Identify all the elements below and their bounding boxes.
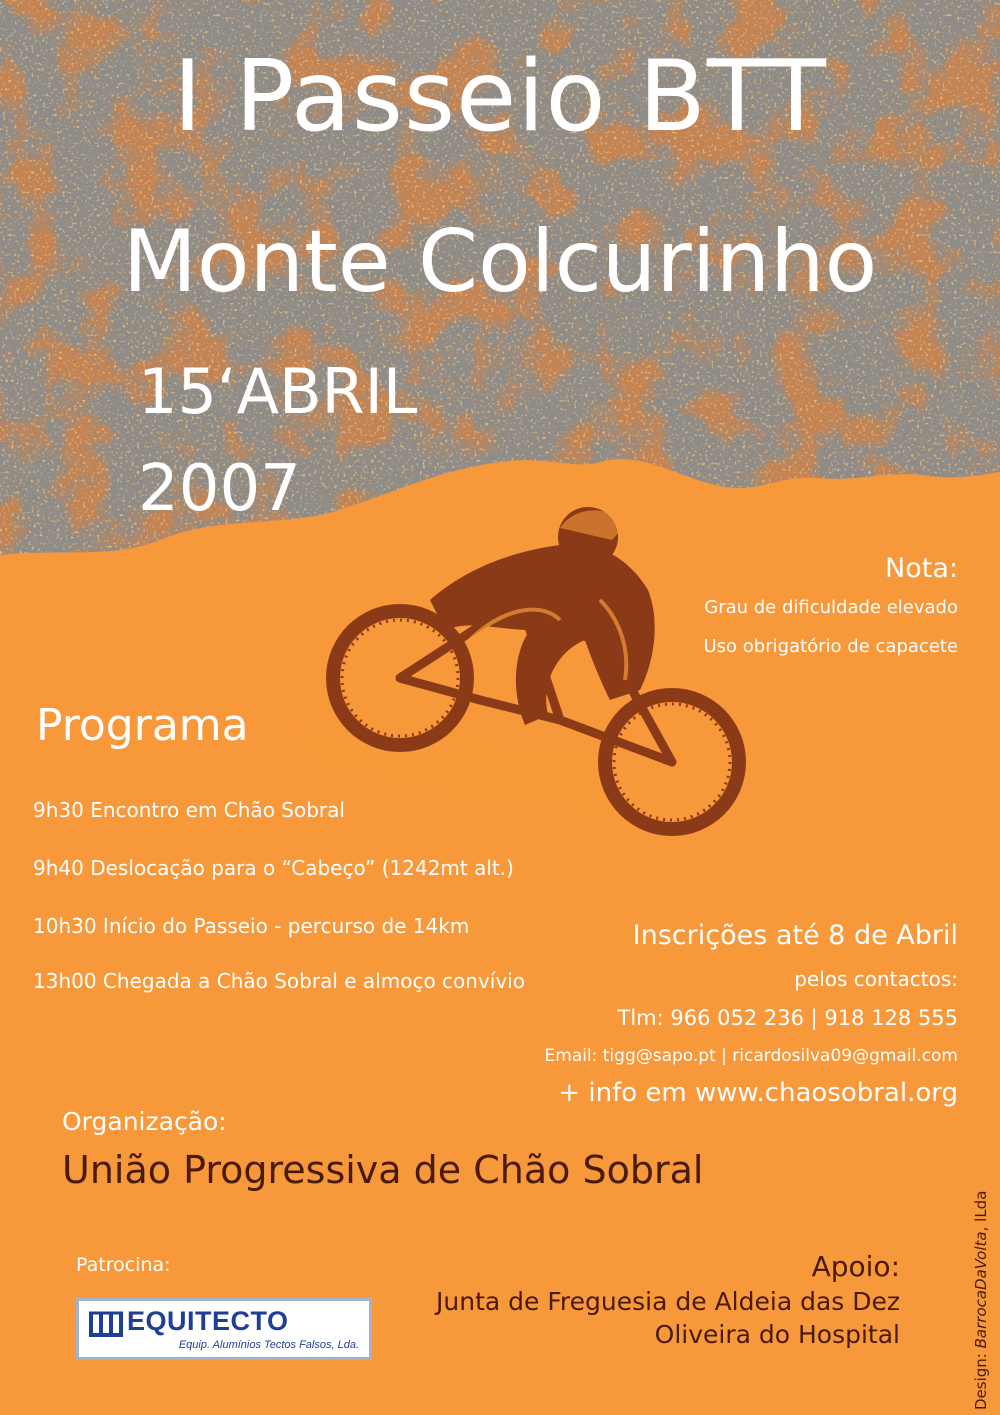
note-item: Grau de dificuldade elevado — [704, 597, 958, 618]
support-item: Junta de Freguesia de Aldeia das Dez — [436, 1287, 900, 1316]
sponsor-logo-name: EQUITECTO — [127, 1306, 289, 1336]
info-website: + info em www.chaosobral.org — [558, 1078, 958, 1108]
program-item: 9h30 Encontro em Chão Sobral — [33, 798, 345, 822]
sponsor-heading: Patrocina: — [76, 1254, 171, 1276]
support-heading: Apoio: — [811, 1250, 900, 1283]
design-credit-suffix: , lLda — [972, 1190, 990, 1232]
registration-heading: Inscrições até 8 de Abril — [632, 920, 958, 951]
registration-emails: Email: tigg@sapo.pt | ricardosilva09@gmail.com — [544, 1046, 958, 1066]
sponsor-logo-tagline: Equip. Alumínios Tectos Falsos, Lda. — [178, 1339, 359, 1351]
program-item: 13h00 Chegada a Chão Sobral e almoço convívio — [33, 969, 525, 993]
note-heading: Nota: — [885, 553, 958, 584]
sponsor-logo — [76, 1298, 372, 1360]
event-location-title: Monte Colcurinho — [122, 212, 878, 312]
organizer-heading: Organização: — [62, 1107, 227, 1136]
program-heading: Programa — [36, 700, 249, 751]
event-title: I Passeio BTT — [173, 40, 827, 154]
support-item: Oliveira do Hospital — [654, 1320, 900, 1349]
program-item: 10h30 Início do Passeio - percurso de 14km — [33, 914, 470, 938]
event-date-year: 2007 — [138, 452, 301, 526]
design-credit-studio: BarrocaDaVolta — [972, 1231, 990, 1349]
event-date-day: 15‘ABRIL — [138, 355, 418, 428]
design-credit — [972, 1191, 990, 1410]
note-item: Uso obrigatório de capacete — [703, 636, 958, 657]
design-credit-prefix: Design: — [972, 1348, 990, 1410]
registration-subheading: pelos contactos: — [794, 967, 958, 991]
program-item: 9h40 Deslocação para o “Cabeço” (1242mt alt.) — [33, 856, 514, 880]
organizer-name: União Progressiva de Chão Sobral — [62, 1148, 704, 1192]
equitecto-logo-icon — [89, 1309, 123, 1339]
registration-phones: Tlm: 966 052 236 | 918 128 555 — [617, 1006, 958, 1030]
